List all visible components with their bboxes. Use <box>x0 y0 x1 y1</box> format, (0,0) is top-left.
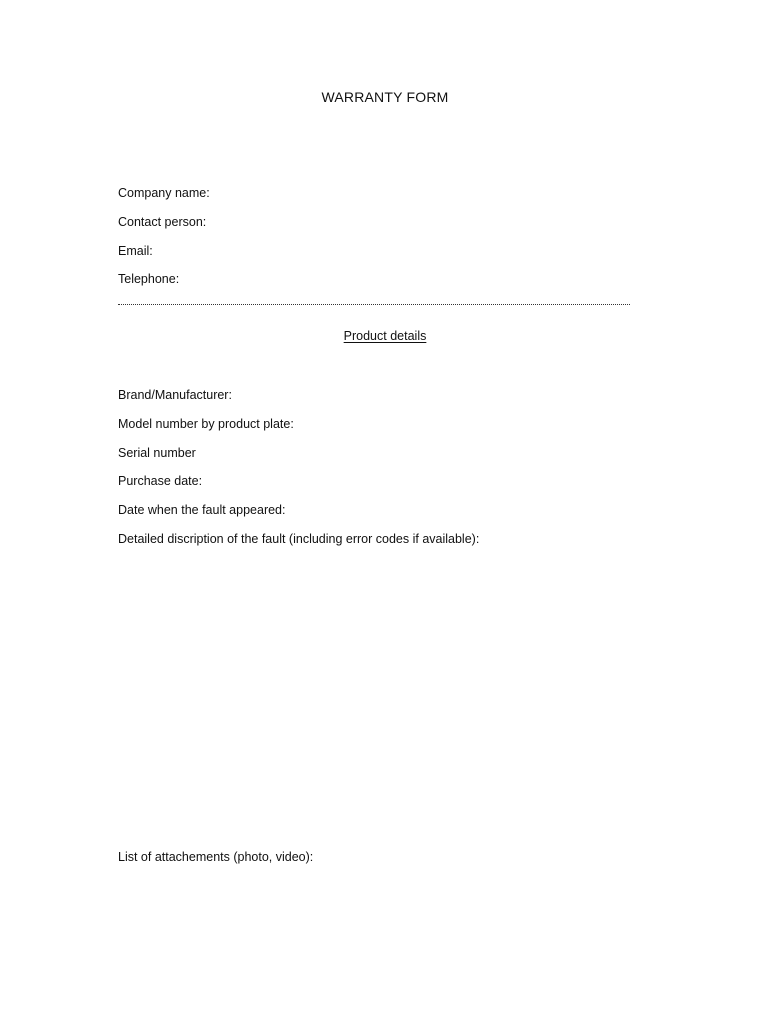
document-title: WARRANTY FORM <box>321 89 449 105</box>
product-details-heading: Product details <box>343 329 427 343</box>
attachments-label: List of attachements (photo, video): <box>118 850 314 864</box>
email-label: Email: <box>118 244 153 258</box>
telephone-label: Telephone: <box>118 272 180 286</box>
company-name-label: Company name: <box>118 186 210 200</box>
fault-description-label: Detailed discription of the fault (including error codes if available): <box>118 532 480 546</box>
contact-person-label: Contact person: <box>118 215 207 229</box>
fault-date-label: Date when the fault appeared: <box>118 503 286 517</box>
model-number-label: Model number by product plate: <box>118 417 294 431</box>
brand-manufacturer-label: Brand/Manufacturer: <box>118 388 232 402</box>
serial-number-label: Serial number <box>118 446 196 460</box>
purchase-date-label: Purchase date: <box>118 474 203 488</box>
dotted-separator <box>118 304 630 305</box>
